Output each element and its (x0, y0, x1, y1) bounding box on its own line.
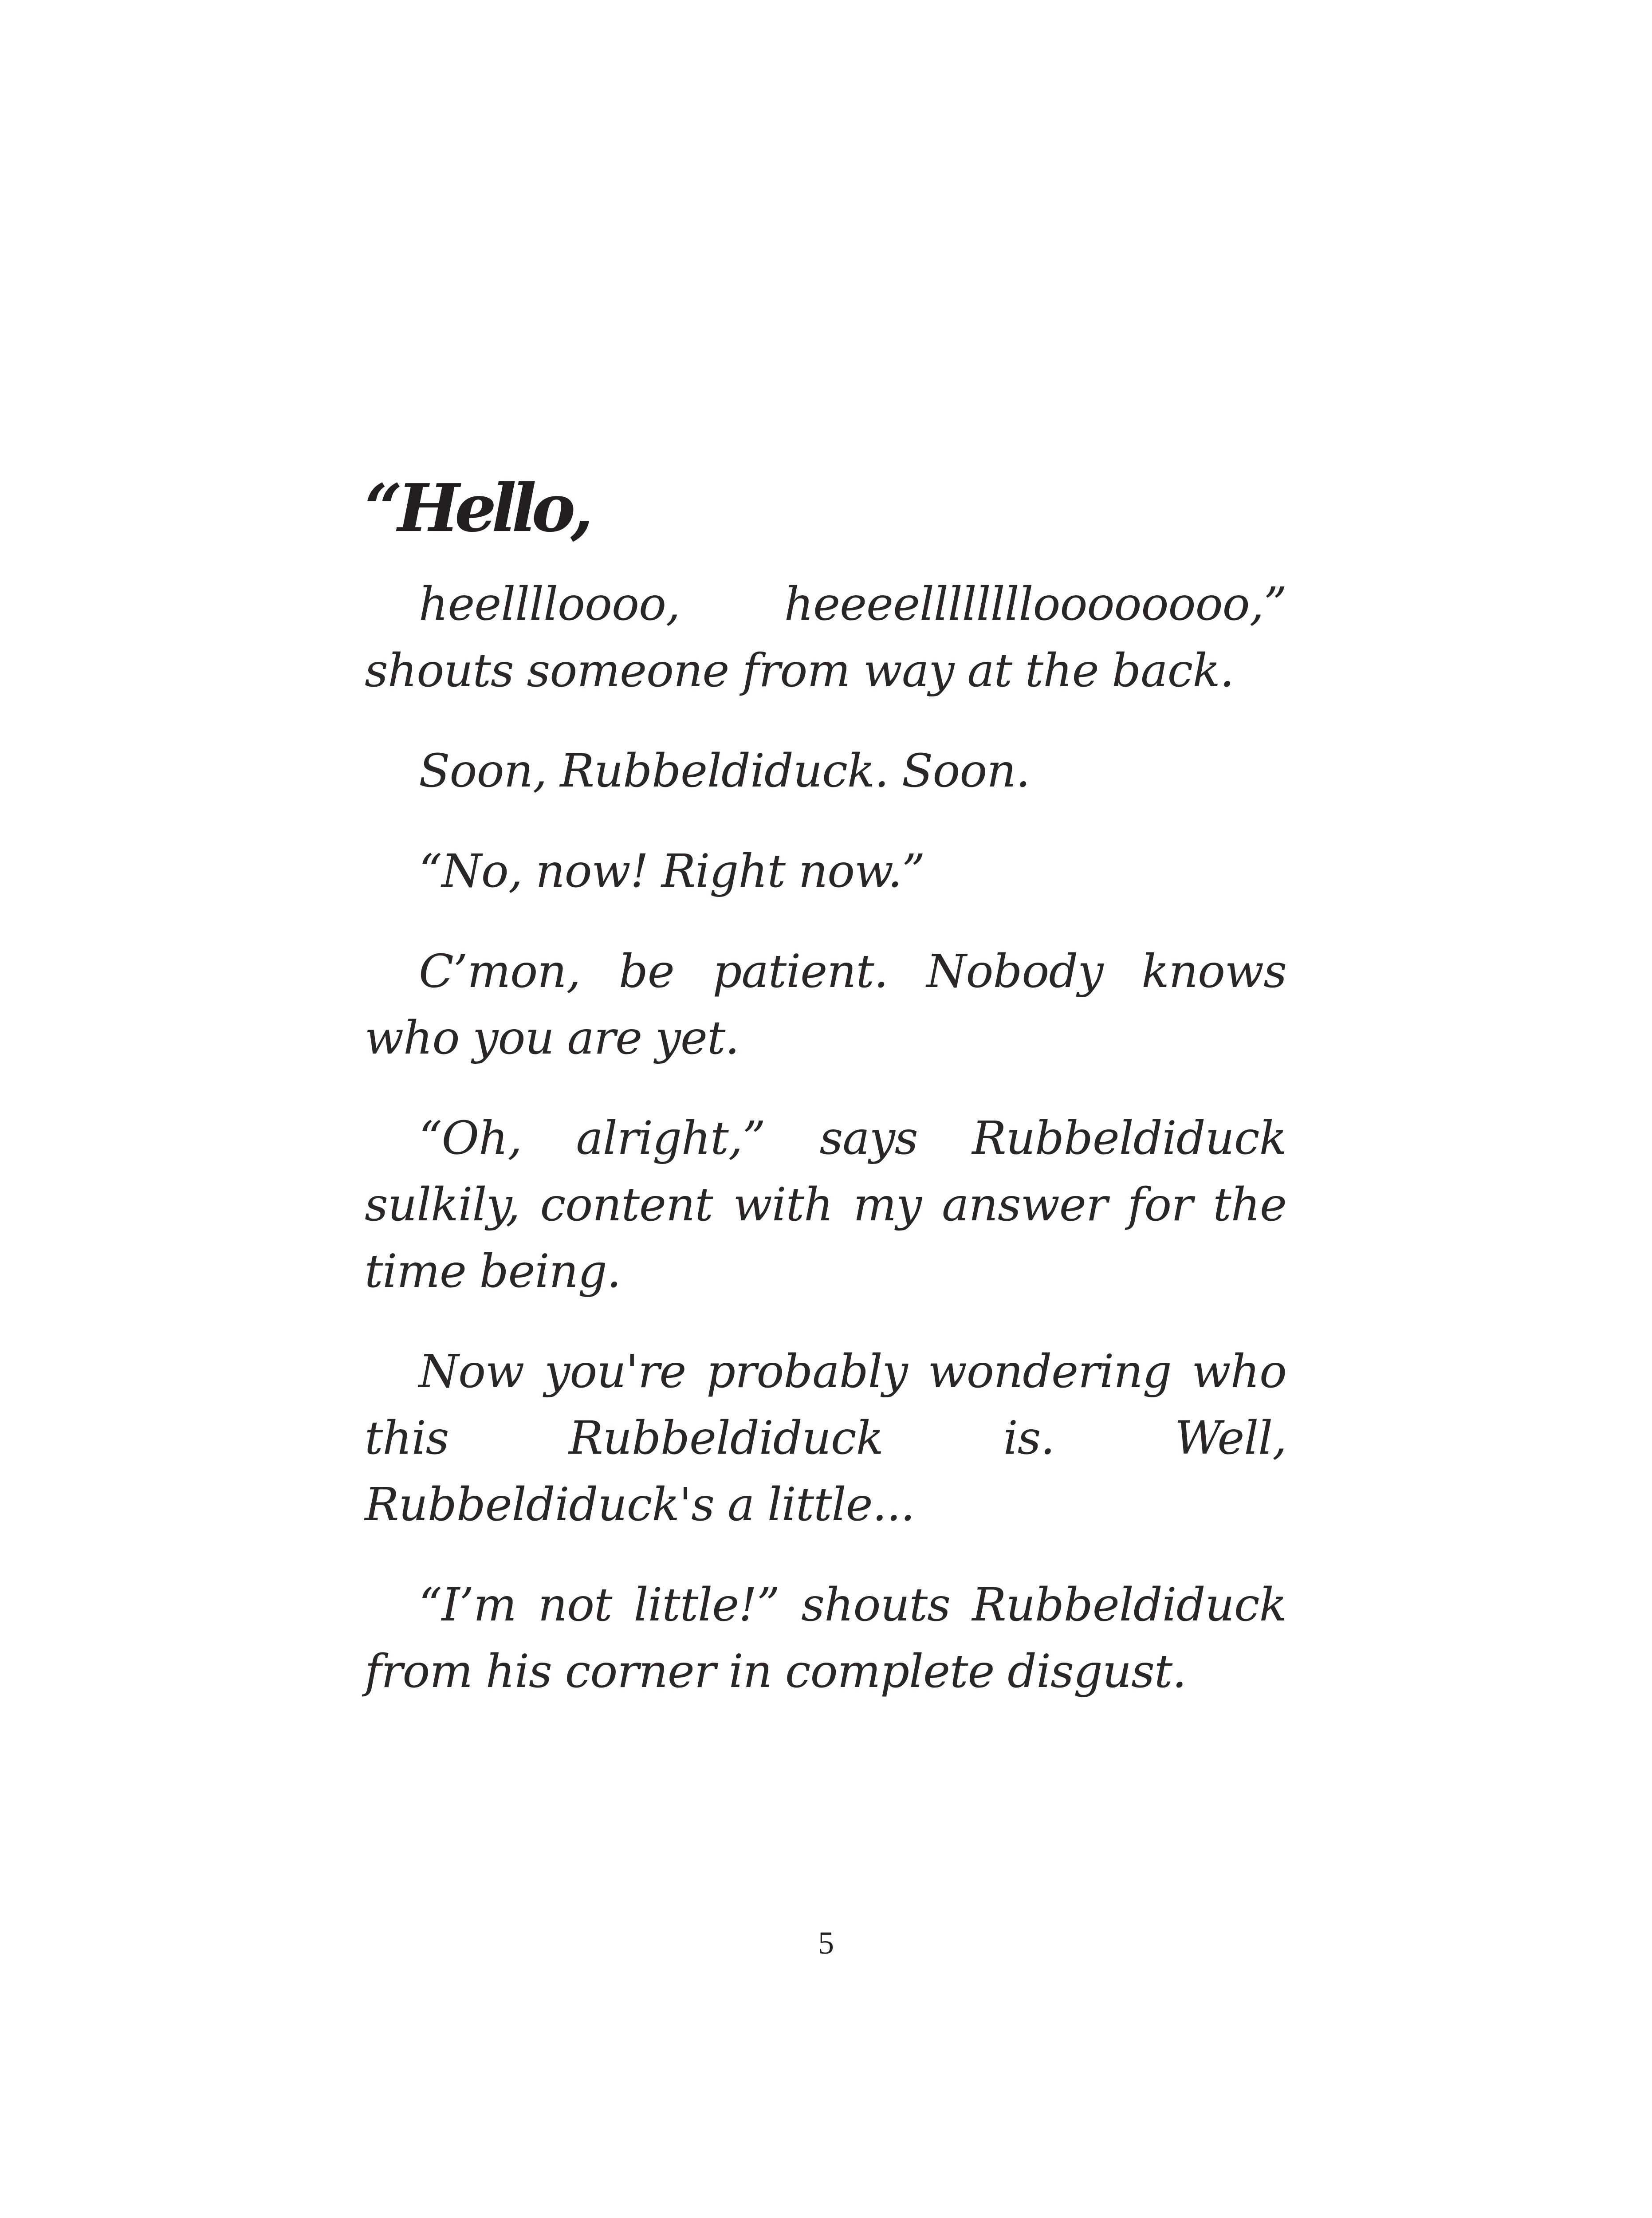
paragraph: Soon, Rubbeldiduck. Soon. (419, 744, 1030, 798)
page-heading: “Hello, (365, 469, 589, 547)
paragraph: “I’m not little!” shouts Rubbeldiduck from his corner in complete disgust. (365, 1578, 1286, 1698)
paragraph: Now you're probably wondering who this Rubbeldiduck is. Well, Rubbeldiduck's a little... (365, 1345, 1286, 1531)
paragraph: heelllloooo, heeeelllllllloooooooo,” shouts someone from way at the back. (365, 578, 1286, 697)
paragraph: “Oh, alright,” says Rubbeldiduck sulkily, content with my answer for the time being. (365, 1112, 1286, 1298)
paragraph: C’mon, be patient. Nobody knows who you are yet. (365, 945, 1286, 1065)
paragraph: “No, now! Right now.” (419, 845, 925, 898)
page-number: 5 (818, 1925, 834, 1961)
page-text-block (365, 459, 1286, 1738)
